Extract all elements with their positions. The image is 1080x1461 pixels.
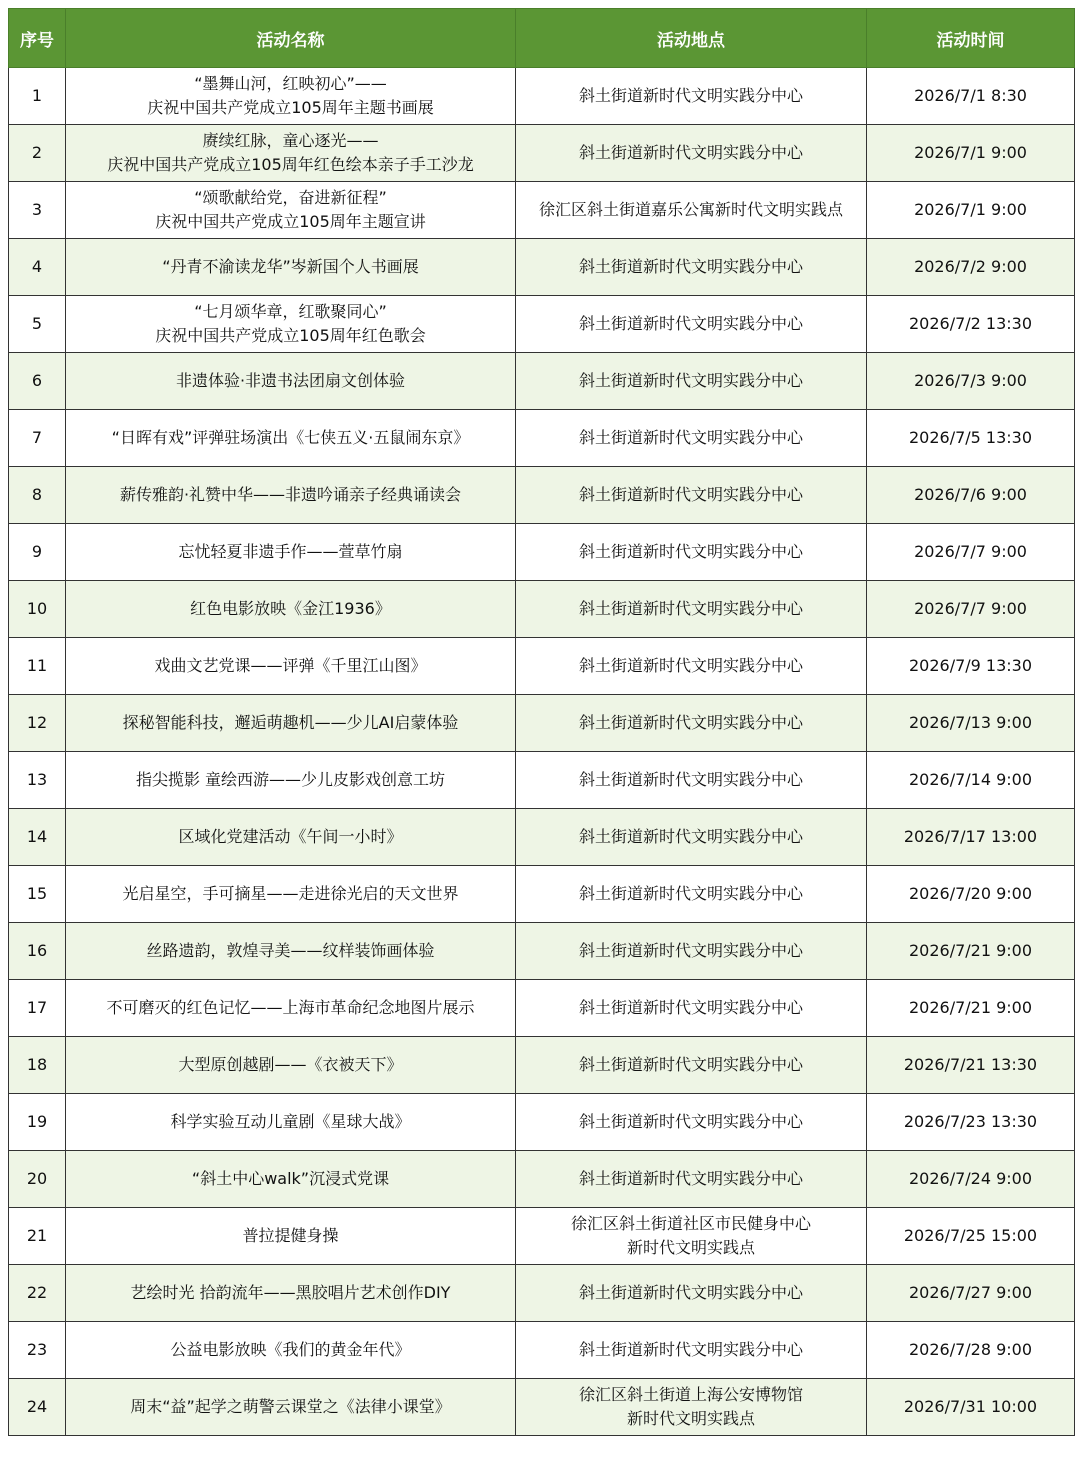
cell-name: 赓续红脉，童心逐光—— 庆祝中国共产党成立105周年红色绘本亲子手工沙龙 bbox=[66, 125, 516, 182]
cell-place: 斜土街道新时代文明实践分中心 bbox=[516, 1151, 867, 1208]
table-row bbox=[9, 296, 1075, 353]
cell-name: 区域化党建活动《午间一小时》 bbox=[66, 809, 516, 866]
cell-time: 2026/7/9 13:30 bbox=[867, 638, 1075, 695]
cell-name: 不可磨灭的红色记忆——上海市革命纪念地图片展示 bbox=[66, 980, 516, 1037]
cell-name: 公益电影放映《我们的黄金年代》 bbox=[66, 1322, 516, 1379]
cell-place: 徐汇区斜土街道社区市民健身中心 新时代文明实践点 bbox=[516, 1208, 867, 1265]
table-row bbox=[9, 1379, 1075, 1436]
cell-time: 2026/7/7 9:00 bbox=[867, 524, 1075, 581]
table-row bbox=[9, 68, 1075, 125]
cell-time: 2026/7/5 13:30 bbox=[867, 410, 1075, 467]
cell-no: 19 bbox=[9, 1094, 66, 1151]
table-row bbox=[9, 353, 1075, 410]
activity-schedule bbox=[8, 8, 1074, 1436]
cell-place: 斜土街道新时代文明实践分中心 bbox=[516, 1037, 867, 1094]
cell-no: 15 bbox=[9, 866, 66, 923]
cell-place: 斜土街道新时代文明实践分中心 bbox=[516, 638, 867, 695]
cell-no: 10 bbox=[9, 581, 66, 638]
table-row bbox=[9, 1094, 1075, 1151]
cell-time: 2026/7/21 9:00 bbox=[867, 923, 1075, 980]
cell-no: 6 bbox=[9, 353, 66, 410]
cell-name: 科学实验互动儿童剧《星球大战》 bbox=[66, 1094, 516, 1151]
cell-no: 8 bbox=[9, 467, 66, 524]
cell-time: 2026/7/1 9:00 bbox=[867, 182, 1075, 239]
cell-place: 斜土街道新时代文明实践分中心 bbox=[516, 68, 867, 125]
cell-no: 5 bbox=[9, 296, 66, 353]
cell-time: 2026/7/21 13:30 bbox=[867, 1037, 1075, 1094]
cell-time: 2026/7/24 9:00 bbox=[867, 1151, 1075, 1208]
cell-no: 7 bbox=[9, 410, 66, 467]
table-row bbox=[9, 638, 1075, 695]
header-time: 活动时间 bbox=[867, 9, 1075, 68]
cell-place: 斜土街道新时代文明实践分中心 bbox=[516, 467, 867, 524]
cell-name: 普拉提健身操 bbox=[66, 1208, 516, 1265]
cell-no: 20 bbox=[9, 1151, 66, 1208]
cell-time: 2026/7/7 9:00 bbox=[867, 581, 1075, 638]
cell-name: “日晖有戏”评弹驻场演出《七侠五义·五鼠闹东京》 bbox=[66, 410, 516, 467]
cell-place: 斜土街道新时代文明实践分中心 bbox=[516, 410, 867, 467]
table-row bbox=[9, 125, 1075, 182]
cell-time: 2026/7/23 13:30 bbox=[867, 1094, 1075, 1151]
cell-name: 红色电影放映《金江1936》 bbox=[66, 581, 516, 638]
cell-name: “斜土中心walk”沉浸式党课 bbox=[66, 1151, 516, 1208]
cell-place: 斜土街道新时代文明实践分中心 bbox=[516, 866, 867, 923]
cell-place: 斜土街道新时代文明实践分中心 bbox=[516, 695, 867, 752]
cell-no: 13 bbox=[9, 752, 66, 809]
cell-no: 14 bbox=[9, 809, 66, 866]
cell-name: 指尖揽影 童绘西游——少儿皮影戏创意工坊 bbox=[66, 752, 516, 809]
table-row bbox=[9, 467, 1075, 524]
cell-time: 2026/7/27 9:00 bbox=[867, 1265, 1075, 1322]
cell-no: 16 bbox=[9, 923, 66, 980]
cell-time: 2026/7/21 9:00 bbox=[867, 980, 1075, 1037]
cell-time: 2026/7/2 13:30 bbox=[867, 296, 1075, 353]
cell-time: 2026/7/17 13:00 bbox=[867, 809, 1075, 866]
cell-name: 探秘智能科技，邂逅萌趣机——少儿AI启蒙体验 bbox=[66, 695, 516, 752]
cell-place: 斜土街道新时代文明实践分中心 bbox=[516, 353, 867, 410]
cell-time: 2026/7/14 9:00 bbox=[867, 752, 1075, 809]
cell-time: 2026/7/31 10:00 bbox=[867, 1379, 1075, 1436]
cell-no: 12 bbox=[9, 695, 66, 752]
cell-name: 大型原创越剧——《衣被天下》 bbox=[66, 1037, 516, 1094]
cell-place: 斜土街道新时代文明实践分中心 bbox=[516, 581, 867, 638]
table-row bbox=[9, 524, 1075, 581]
cell-no: 18 bbox=[9, 1037, 66, 1094]
header-name: 活动名称 bbox=[66, 9, 516, 68]
table-row bbox=[9, 581, 1075, 638]
cell-no: 22 bbox=[9, 1265, 66, 1322]
cell-name: “丹青不渝读龙华”岑新国个人书画展 bbox=[66, 239, 516, 296]
cell-place: 斜土街道新时代文明实践分中心 bbox=[516, 923, 867, 980]
table-row bbox=[9, 695, 1075, 752]
table-row bbox=[9, 1037, 1075, 1094]
cell-place: 斜土街道新时代文明实践分中心 bbox=[516, 1094, 867, 1151]
cell-time: 2026/7/25 15:00 bbox=[867, 1208, 1075, 1265]
cell-name: 非遗体验·非遗书法团扇文创体验 bbox=[66, 353, 516, 410]
table-row bbox=[9, 923, 1075, 980]
cell-time: 2026/7/2 9:00 bbox=[867, 239, 1075, 296]
cell-time: 2026/7/13 9:00 bbox=[867, 695, 1075, 752]
header-row bbox=[9, 9, 1075, 68]
table-row bbox=[9, 239, 1075, 296]
cell-place: 斜土街道新时代文明实践分中心 bbox=[516, 125, 867, 182]
cell-time: 2026/7/28 9:00 bbox=[867, 1322, 1075, 1379]
table-row bbox=[9, 809, 1075, 866]
activity-table bbox=[8, 8, 1075, 1436]
table-row bbox=[9, 1322, 1075, 1379]
table-row bbox=[9, 1208, 1075, 1265]
cell-name: “七月颂华章，红歌聚同心” 庆祝中国共产党成立105周年红色歌会 bbox=[66, 296, 516, 353]
table-row bbox=[9, 182, 1075, 239]
table-row bbox=[9, 866, 1075, 923]
cell-no: 1 bbox=[9, 68, 66, 125]
cell-no: 3 bbox=[9, 182, 66, 239]
cell-time: 2026/7/6 9:00 bbox=[867, 467, 1075, 524]
cell-time: 2026/7/1 8:30 bbox=[867, 68, 1075, 125]
cell-place: 斜土街道新时代文明实践分中心 bbox=[516, 809, 867, 866]
cell-name: 薪传雅韵·礼赞中华——非遗吟诵亲子经典诵读会 bbox=[66, 467, 516, 524]
table-row bbox=[9, 980, 1075, 1037]
table-row bbox=[9, 752, 1075, 809]
cell-no: 9 bbox=[9, 524, 66, 581]
cell-no: 24 bbox=[9, 1379, 66, 1436]
cell-name: 戏曲文艺党课——评弹《千里江山图》 bbox=[66, 638, 516, 695]
cell-place: 徐汇区斜土街道上海公安博物馆 新时代文明实践点 bbox=[516, 1379, 867, 1436]
cell-name: “颂歌献给党，奋进新征程” 庆祝中国共产党成立105周年主题宣讲 bbox=[66, 182, 516, 239]
table-row bbox=[9, 410, 1075, 467]
cell-no: 4 bbox=[9, 239, 66, 296]
cell-place: 徐汇区斜土街道嘉乐公寓新时代文明实践点 bbox=[516, 182, 867, 239]
cell-place: 斜土街道新时代文明实践分中心 bbox=[516, 1265, 867, 1322]
cell-place: 斜土街道新时代文明实践分中心 bbox=[516, 239, 867, 296]
cell-place: 斜土街道新时代文明实践分中心 bbox=[516, 524, 867, 581]
cell-no: 21 bbox=[9, 1208, 66, 1265]
cell-name: 艺绘时光 拾韵流年——黑胶唱片艺术创作DIY bbox=[66, 1265, 516, 1322]
cell-time: 2026/7/20 9:00 bbox=[867, 866, 1075, 923]
cell-place: 斜土街道新时代文明实践分中心 bbox=[516, 296, 867, 353]
cell-no: 23 bbox=[9, 1322, 66, 1379]
cell-no: 17 bbox=[9, 980, 66, 1037]
table-body bbox=[9, 68, 1075, 1436]
cell-name: 忘忧轻夏非遗手作——萱草竹扇 bbox=[66, 524, 516, 581]
header-place: 活动地点 bbox=[516, 9, 867, 68]
cell-name: 光启星空，手可摘星——走进徐光启的天文世界 bbox=[66, 866, 516, 923]
cell-place: 斜土街道新时代文明实践分中心 bbox=[516, 980, 867, 1037]
table-row bbox=[9, 1265, 1075, 1322]
header-no: 序号 bbox=[9, 9, 66, 68]
cell-time: 2026/7/1 9:00 bbox=[867, 125, 1075, 182]
cell-no: 11 bbox=[9, 638, 66, 695]
cell-no: 2 bbox=[9, 125, 66, 182]
cell-place: 斜土街道新时代文明实践分中心 bbox=[516, 1322, 867, 1379]
cell-time: 2026/7/3 9:00 bbox=[867, 353, 1075, 410]
cell-name: “墨舞山河，红映初心”—— 庆祝中国共产党成立105周年主题书画展 bbox=[66, 68, 516, 125]
cell-name: 丝路遗韵，敦煌寻美——纹样装饰画体验 bbox=[66, 923, 516, 980]
cell-place: 斜土街道新时代文明实践分中心 bbox=[516, 752, 867, 809]
table-row bbox=[9, 1151, 1075, 1208]
cell-name: 周末“益”起学之萌警云课堂之《法律小课堂》 bbox=[66, 1379, 516, 1436]
